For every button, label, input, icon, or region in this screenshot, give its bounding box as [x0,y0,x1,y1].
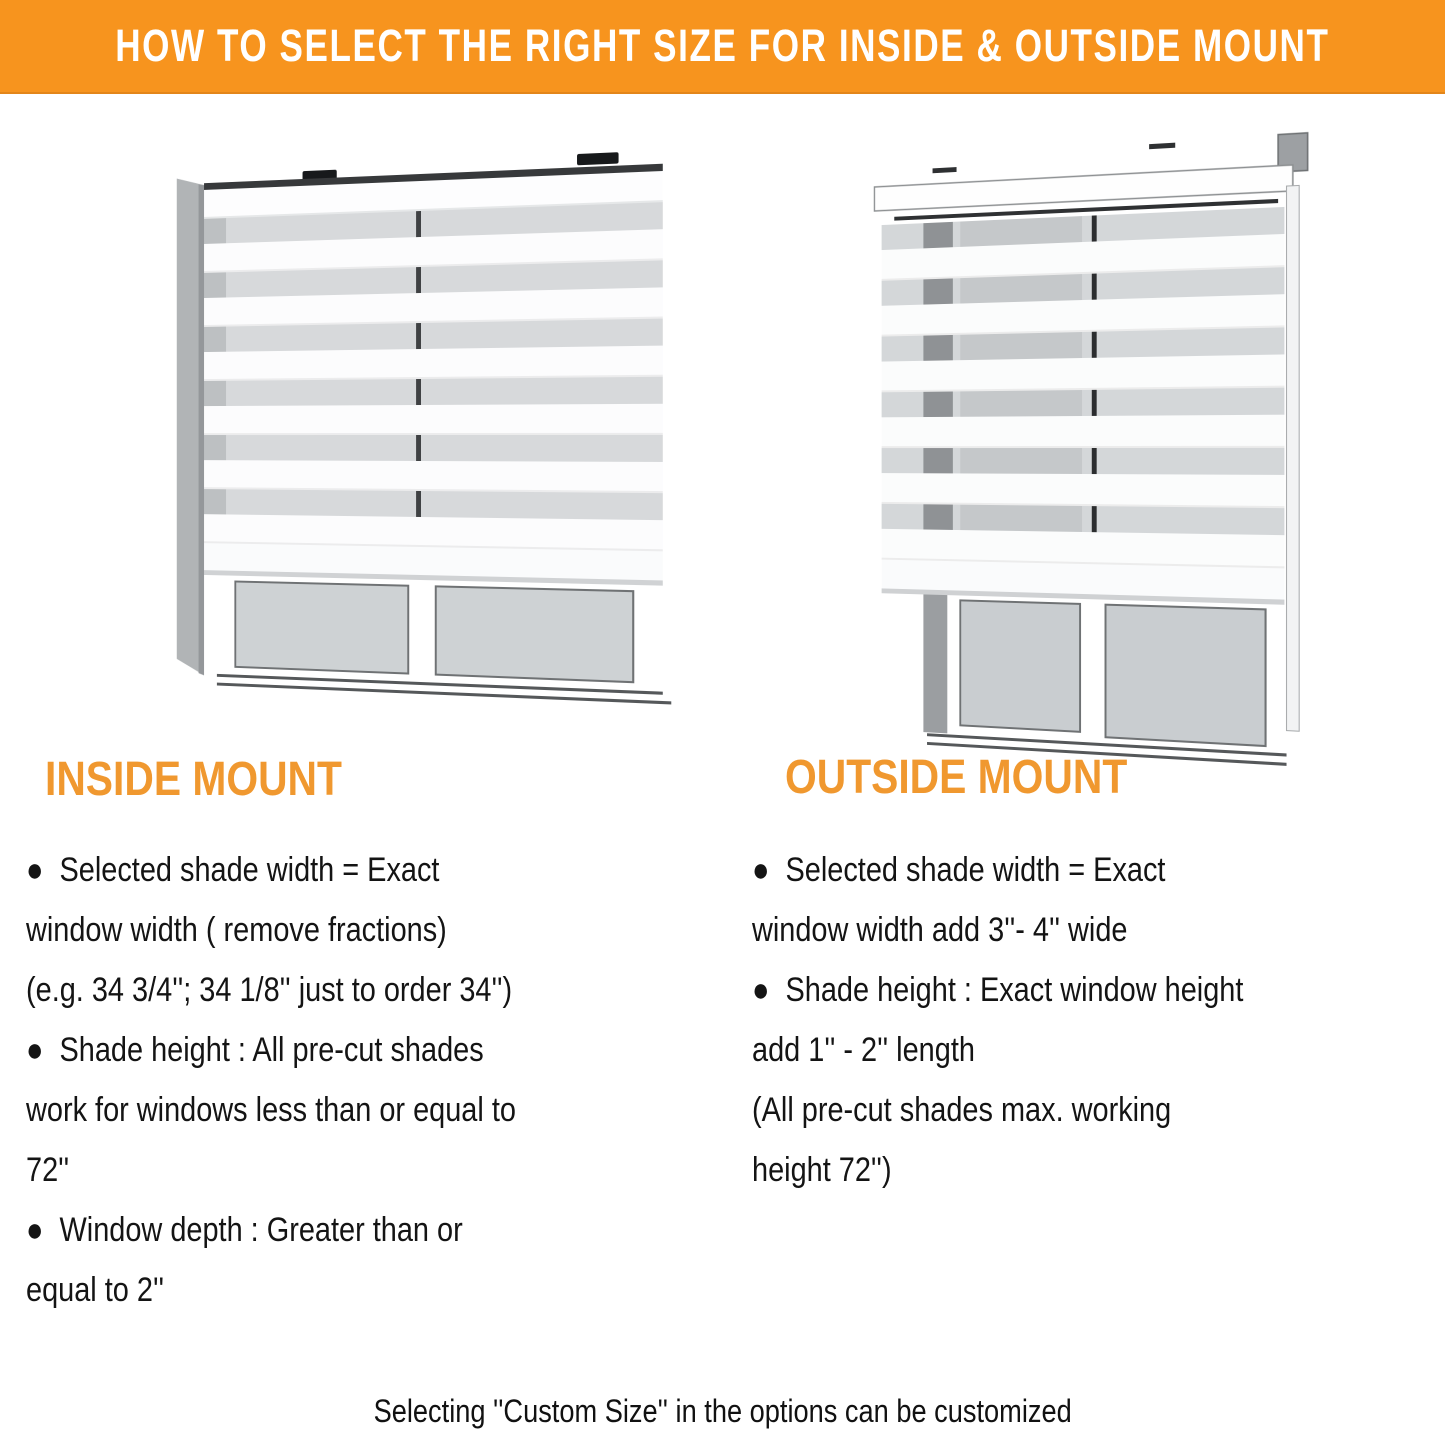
instruction-line: window width ( remove fractions) [26,911,447,949]
right-frame-strip [1287,185,1300,731]
instruction-line: window width add 3''- 4'' wide [752,911,1128,949]
zebra-shade [882,207,1285,605]
banner [0,0,1445,94]
inside-mount-heading: INSIDE MOUNT [45,753,342,806]
window-glass [923,594,1265,751]
inside-mount-window-drawing [164,133,700,739]
wall-bracket-marks [933,143,1176,174]
outside-mount-window-drawing [873,122,1312,778]
instruction-line: (e.g. 34 3/4''; 34 1/8'' just to order 34'') [26,971,513,1009]
window-glass [235,582,633,683]
instruction-line: height 72'') [752,1151,892,1189]
footer [0,1393,1445,1430]
instruction-line: add 1'' - 2'' length [752,1031,975,1069]
instruction-line: (All pre-cut shades max. working [752,1091,1172,1129]
instruction-line: ● Selected shade width = Exact [752,851,1166,889]
banner-title: HOW TO SELECT THE RIGHT SIZE FOR INSIDE & OUTSIDE MOUNT [115,20,1330,71]
outside-mount-instructions [752,840,1243,1200]
outside-mount-heading: OUTSIDE MOUNT [785,751,1128,804]
instruction-line: ● Shade height : All pre-cut shades [26,1031,484,1069]
instruction-line: ● Selected shade width = Exact [26,851,440,889]
inside-mount-illustration [164,133,700,739]
outside-mount-illustration [873,122,1312,778]
instruction-line: 72'' [26,1151,70,1189]
instruction-line: ● Window depth : Greater than or [26,1211,463,1249]
window-jamb [177,177,204,675]
inside-mount-instructions [26,840,516,1320]
instruction-line: equal to 2'' [26,1271,164,1309]
instruction-line: ● Shade height : Exact window height [752,971,1244,1009]
footer-note: Selecting ''Custom Size'' in the options can be customized [373,1393,1072,1429]
zebra-shade [204,171,663,586]
instruction-line: work for windows less than or equal to [26,1091,516,1129]
